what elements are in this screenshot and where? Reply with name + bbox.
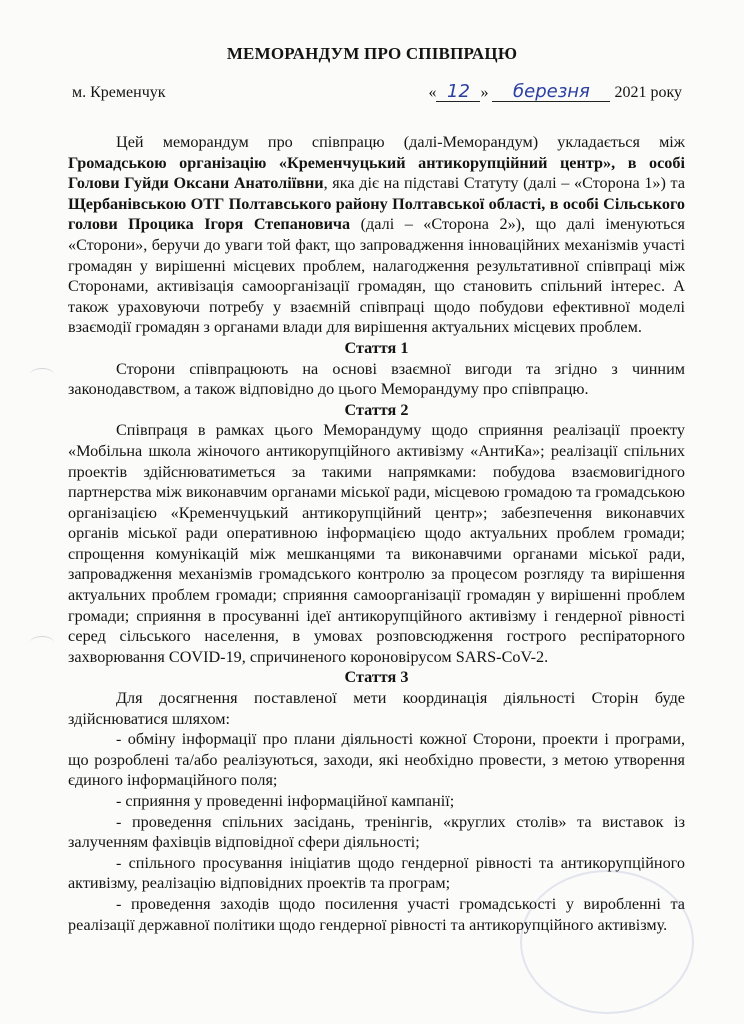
party-2-name: Щербанівською ОТГ Полтавського району Полтавської області, в особі Сільського голови Процика Ігоря Степановича — [68, 194, 685, 234]
intro-text-2: , яка діє на підставі Статуту (далі – «Сторона 1») та — [323, 174, 686, 193]
article-1-text: Сторони співпрацюють на основі взаємної вигоди та згідно з чинним законодавством, а також відповідно до цього Меморандуму про співпрацю. — [68, 359, 685, 399]
date-field — [428, 81, 682, 102]
document-title: МЕМОРАНДУМ ПРО СПІВПРАЦЮ — [226, 44, 518, 63]
article-3-item: - сприяння у проведенні інформаційної кампанії; — [116, 792, 455, 810]
article-3-item: - проведення заходів щодо посилення участі громадськості у виробленні та реалізації державної політики щодо гендерної рівності та антикорупційного активізму. — [68, 894, 685, 934]
article-3-lead: Для досягнення поставленої мети координація діяльності Сторін буде здійснюватися шляхом: — [68, 689, 685, 728]
intro-text-1: Цей меморандум про співпрацю (далі-Меморандум) укладається між — [116, 133, 685, 151]
date-day-underline — [436, 81, 480, 102]
document-body — [68, 132, 685, 935]
article-2-heading: Стаття 2 — [344, 400, 409, 419]
date-year: 2021 року — [614, 84, 682, 101]
city-label: м. Кременчук — [72, 84, 166, 101]
punch-hole-bottom — [30, 636, 54, 649]
article-1-heading: Стаття 1 — [344, 338, 409, 357]
date-month-handwritten: березня — [513, 81, 590, 102]
date-close-quote: » — [480, 84, 489, 101]
article-3-item: - проведення спільних засідань, тренінгів, «круглих столів» та виставок із залученням фахівців відповідної сфери діяльності; — [68, 812, 685, 852]
intro-paragraph — [68, 132, 685, 338]
article-3-heading: Стаття 3 — [344, 668, 409, 687]
intro-text-3: (далі – «Сторона 2»), що далі іменуються «Сторони», беручи до уваги той факт, що запровадження інноваційних механізмів участі громадян у вирішенні місцевих проблем, налагодження результативної співпраці між Сторонами, активізація самоорганізації громадян, що становить спільний інтерес. А також ураховуючи потребу у взаємній співпраці щодо побудови ефективної моделі взаємодії громадян з органами влади для вирішення актуальних місцевих проблем. — [68, 215, 685, 337]
punch-hole-top — [30, 368, 54, 381]
date-month-underline — [492, 81, 610, 102]
date-day-handwritten: 12 — [447, 81, 470, 102]
article-3-item: - спільного просування ініціатив щодо гендерної рівності та антикорупційного активізму, реалізацію відповідних проектів та програм; — [68, 853, 685, 893]
article-2-text: Співпраця в рамках цього Меморандуму щодо сприяння реалізації проекту «Мобільна школа жіночого антикорупційного активізму «АнтиКа»; реалізації спільних проектів здійснюватиметься за такими напрямками: побудова взаємовигідного партнерства між виконавчим органами міської ради, місцевою громадою та громадською організацією «Кременчуцький антикорупційний центр»; забезпечення виконавчих органів міської ради оперативною інформацією щодо актуальних проблем громади; спрощення комунікацій між мешканцями та виконавчими органами міської ради, запровадження механізмів громадського контролю за процесом розгляду та вирішення актуальних проблем громади; сприяння самоорганізації громадян у вирішенні проблем громади; сприяння в просуванні ідеї антикорупційного активізму і гендерної рівності серед сільського населення, в умовах розповсюдження гострого респіраторного захворювання COVID-19, спричиненого короновірусом SARS-CoV-2. — [68, 421, 685, 666]
article-3-item: - обміну інформації про плани діяльності кожної Сторони, проекти і програми, що розроблені та/або реалізуються, заходи, які необхідно провести, з метою утворення єдиного інформаційного поля; — [68, 730, 685, 790]
party-1-name: Громадською організацію «Кременчуцький антикорупційний центр», в особі Голови Гуйди Оксани Анатоліївни — [68, 153, 685, 193]
date-open-quote: « — [428, 84, 437, 101]
